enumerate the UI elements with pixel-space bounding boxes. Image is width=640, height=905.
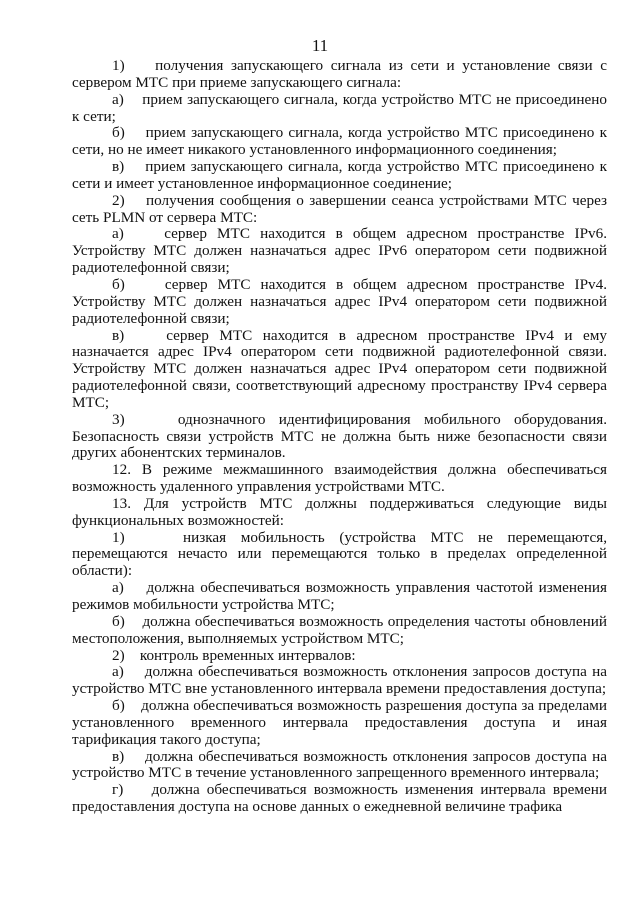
page-number: 11 xyxy=(311,36,329,55)
paragraph: а) прием запускающего сигнала, когда устройство МТС не присоединено к сети; xyxy=(72,90,607,125)
paragraph: б) должна обеспечиваться возможность разрешения доступа за пределами установленного временного интервала предоставления доступа и иная тарификация такого доступа; xyxy=(72,697,607,748)
paragraph: 3) однозначного идентифицирования мобильного оборудования. Безопасность связи устройств МТС не должна быть ниже безопасности связи других абонентских терминалов. xyxy=(72,410,607,462)
paragraph: 13. Для устройств МТС должны поддерживаться следующие виды функциональных возможностей: xyxy=(72,494,607,529)
paragraph: а) сервер МТС находится в общем адресном пространстве IPv6. Устройству МТС должен назначаться адрес IPv6 оператором сети подвижной радиотелефонной связи; xyxy=(72,225,607,277)
paragraph: в) прием запускающего сигнала, когда устройство МТС присоединено к сети и имеет установленное информационное соединение; xyxy=(72,158,607,192)
paragraph: 2) получения сообщения о завершении сеанса устройствами МТС через сеть PLMN от сервера МТС: xyxy=(72,191,607,226)
paragraph: 1) низкая мобильность (устройства МТС не перемещаются, перемещаются нечасто или перемещаются только в пределах определенной области): xyxy=(72,528,607,580)
paragraph: 2) контроль временных интервалов: xyxy=(112,646,356,664)
paragraph: а) должна обеспечиваться возможность отклонения запросов доступа на устройство МТС вне установленного интервала времени предоставления доступа; xyxy=(72,663,607,698)
paragraph: 12. В режиме межмашинного взаимодействия должна обеспечиваться возможность удаленного управления устройствами МТС. xyxy=(72,461,607,496)
paragraph: в) должна обеспечиваться возможность отклонения запросов доступа на устройство МТС в течение установленного запрещенного временного интервала; xyxy=(72,747,607,782)
paragraph: б) должна обеспечиваться возможность определения частоты обновлений местоположения, выполняемых устройством МТС; xyxy=(72,612,607,647)
paragraph: б) прием запускающего сигнала, когда устройство МТС присоединено к сети, но не имеет никакого установленного информационного соединения; xyxy=(72,124,607,159)
paragraph: 1) получения запускающего сигнала из сети и установление связи с сервером МТС при приеме запускающего сигнала: xyxy=(72,57,607,91)
paragraph: а) должна обеспечиваться возможность управления частотой изменения режимов мобильности устройства МТС; xyxy=(72,579,607,613)
paragraph: г) должна обеспечиваться возможность изменения интервала времени предоставления доступа на основе данных о ежедневной величине трафика xyxy=(72,781,607,816)
paragraph: б) сервер МТС находится в общем адресном пространстве IPv4. Устройству МТС должен назначаться адрес IPv4 оператором сети подвижной радиотелефонной связи; xyxy=(72,275,607,327)
document-body xyxy=(72,58,607,816)
paragraph: в) сервер МТС находится в адресном пространстве IPv4 и ему назначается адрес IPv4 оператором сети подвижной радиотелефонной связи. Устройству МТС должен назначаться адрес IPv4 оператором сети подвижной радиотелефонной связи, соответствующий адресному пространству IPv4 сервера МТС; xyxy=(72,326,607,411)
